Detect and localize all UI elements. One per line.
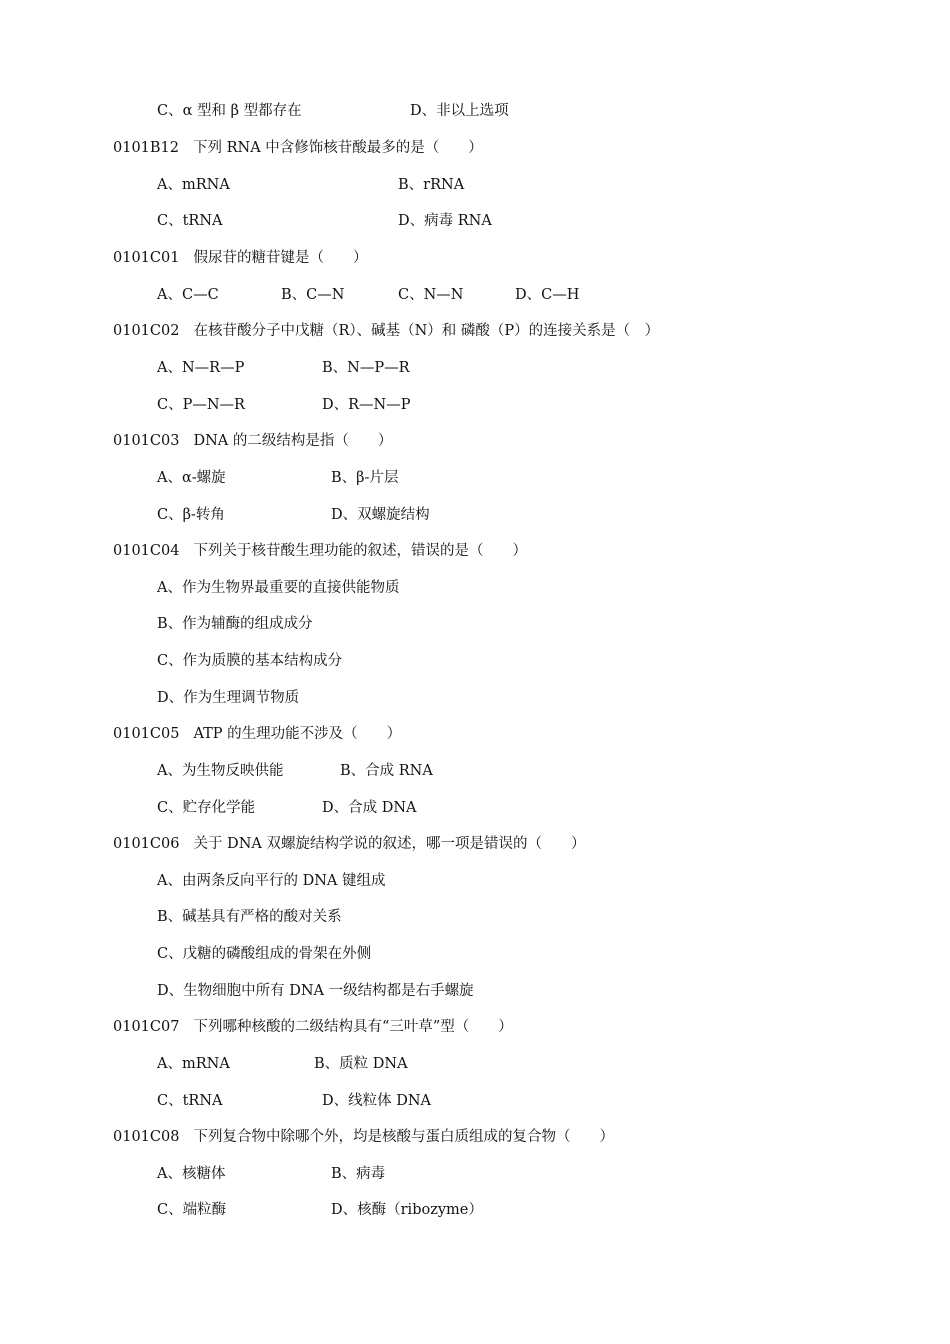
question-id: 0101B12 [113,140,180,156]
question-0101B12 [113,138,483,158]
option-c: C、戊糖的磷酸组成的骨架在外侧 [157,946,372,962]
option-b: B、rRNA [398,177,465,193]
option-b: B、N—P—R [322,360,410,376]
option-a: A、作为生物界最重要的直接供能物质 [157,580,400,596]
question-id: 0101C01 [113,250,180,266]
option-d: D、核酶（ribozyme） [331,1202,483,1218]
option-c: C、α 型和 β 型都存在 [157,103,302,119]
option-c: C、tRNA [157,213,223,229]
question-id: 0101C06 [113,836,180,852]
option-d: D、C—H [515,287,580,303]
option-b: B、碱基具有严格的酸对关系 [157,909,342,925]
option-b: B、合成 RNA [340,763,433,779]
option-c: C、tRNA [157,1093,223,1109]
option-b: B、病毒 [331,1166,386,1182]
question-0101C08 [113,1127,614,1147]
question-text: 下列哪种核酸的二级结构具有“三叶草”型（ ） [193,1019,513,1035]
question-0101C02 [113,321,659,341]
question-text: 在核苷酸分子中戊糖（R）、碱基（N）和 磷酸（P）的连接关系是（ ） [193,323,660,339]
question-0101C03 [113,431,392,451]
option-a: A、mRNA [157,177,230,193]
option-d: D、合成 DNA [322,800,417,816]
option-d: D、生物细胞中所有 DNA 一级结构都是右手螺旋 [157,983,474,999]
question-text: DNA 的二级结构是指（ ） [193,433,393,449]
option-b: B、质粒 DNA [314,1056,408,1072]
option-b: B、C—N [281,287,345,303]
option-d: D、病毒 RNA [398,213,492,229]
question-id: 0101C03 [113,433,180,449]
question-text: 下列 RNA 中含修饰核苷酸最多的是（ ） [193,140,483,156]
option-b: B、β-片层 [331,470,399,486]
option-b: B、作为辅酶的组成成分 [157,616,313,632]
option-a: A、C—C [157,287,219,303]
option-a: A、由两条反向平行的 DNA 键组成 [157,873,386,889]
question-0101C06 [113,834,585,854]
option-d: D、作为生理调节物质 [157,690,300,706]
question-text: 下列复合物中除哪个外，均是核酸与蛋白质组成的复合物（ ） [193,1129,614,1145]
question-0101C04 [113,541,527,561]
option-a: A、为生物反映供能 [157,763,284,779]
option-c: C、作为质膜的基本结构成分 [157,653,343,669]
question-id: 0101C05 [113,726,180,742]
question-id: 0101C04 [113,543,180,559]
option-d: D、R—N—P [322,397,411,413]
option-c: C、N—N [398,287,464,303]
question-id: 0101C02 [113,323,180,339]
option-a: A、α-螺旋 [157,470,226,486]
question-id: 0101C07 [113,1019,180,1035]
option-d: D、非以上选项 [410,103,509,119]
question-id: 0101C08 [113,1129,180,1145]
question-text: 假尿苷的糖苷键是（ ） [193,250,368,266]
option-d: D、线粒体 DNA [322,1093,432,1109]
option-c: C、β-转角 [157,507,225,523]
option-c: C、端粒酶 [157,1202,227,1218]
option-c: C、贮存化学能 [157,800,256,816]
question-text: 下列关于核苷酸生理功能的叙述，错误的是（ ） [193,543,527,559]
option-a: A、mRNA [157,1056,230,1072]
option-d: D、双螺旋结构 [331,507,430,523]
question-0101C07 [113,1017,513,1037]
question-text: 关于 DNA 双螺旋结构学说的叙述，哪一项是错误的（ ） [193,836,586,852]
question-0101C05 [113,724,401,744]
question-text: ATP 的生理功能不涉及（ ） [193,726,402,742]
option-a: A、核糖体 [157,1166,226,1182]
option-c: C、P—N—R [157,397,245,413]
question-0101C01 [113,248,367,268]
option-a: A、N—R—P [157,360,245,376]
